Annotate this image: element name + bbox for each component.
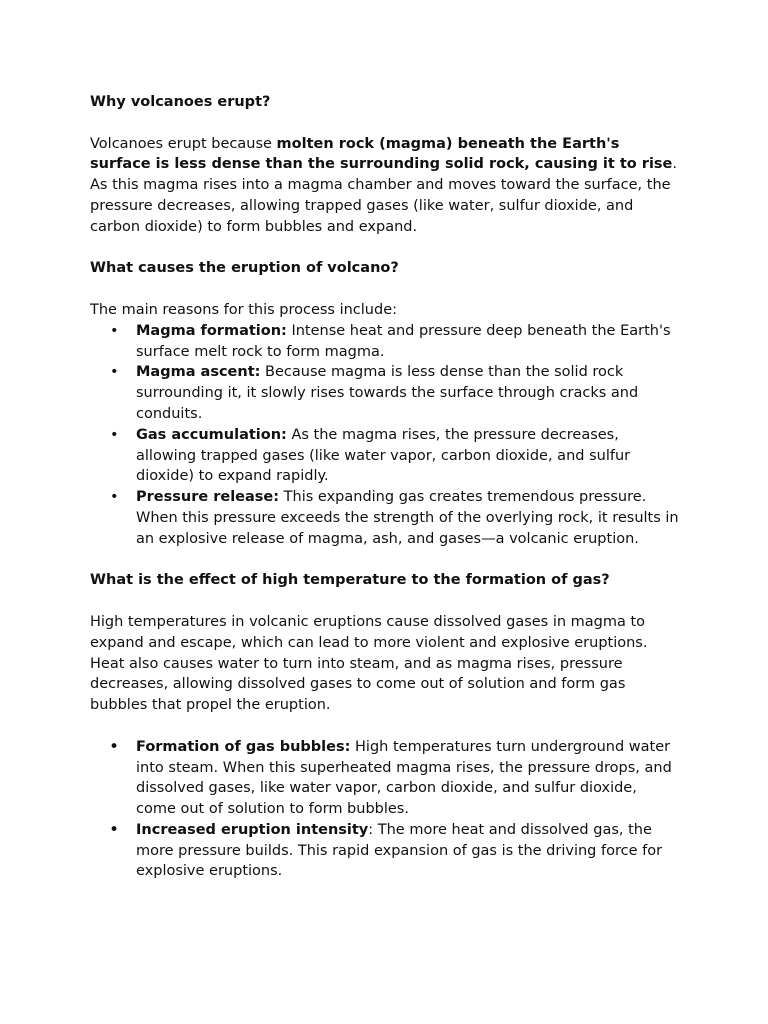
paragraph-temperature: High temperatures in volcanic eruptions cause dissolved gases in magma to expand and escape, which can lead to more violent and explosive eruptions. Heat also causes water to turn into steam, and as magma rises, pressure decreases, allowing dissolved gases to come out of solution and form gas bubbles that propel the eruption. [90,613,648,714]
list-item-text: High temperatures turn underground water into steam. When this superheated magma rises, the pressure drops, and dissolved gases, like water vapor, carbon dioxide, and sulfur dioxide, come out of solution to form bubbles. [136,738,672,818]
spacer [90,716,680,737]
document-page [90,92,680,882]
list-item-term: Magma ascent: [136,364,261,381]
spacer [90,591,680,612]
list-item [90,820,680,882]
bullet-icon: • [110,364,119,381]
section-heading-why-volcanoes-erupt: Why volcanoes erupt? [90,94,271,110]
paragraph-why-erupt [90,134,680,238]
section-heading-temperature-effect: What is the effect of high temperature to the formation of gas? [90,572,610,589]
bullet-icon: • [109,736,120,757]
paragraph-bold-text: molten rock (magma) beneath the Earth's surface is less dense than the surrounding solid rock, causing it to rise [90,135,673,173]
paragraph-text: . As this magma rises into a magma chamber and moves toward the surface, the pressure decreases, allowing trapped gases (like water, sulfur dioxide, and carbon dioxide) to form bubbles and expand. [90,156,678,235]
bullet-icon: • [110,426,119,443]
list-item-term: Gas accumulation: [136,426,287,443]
list-item-text: This expanding gas creates tremendous pressure. When this pressure exceeds the strength of the overlying rock, it results in an explosive release of magma, ash, and gases—a volcanic eruption. [136,489,679,547]
bullet-icon: • [110,489,119,506]
temperature-effects-list [90,737,680,883]
bullet-icon: • [109,819,120,840]
list-item-text: Intense heat and pressure deep beneath the Earth's surface melt rock to form magma. [136,322,671,360]
section-heading-eruption-causes: What causes the eruption of volcano? [90,260,399,277]
bullet-icon: • [110,322,119,339]
paragraph-intro: The main reasons for this process include: [90,301,398,318]
list-item [90,321,680,363]
list-item-term: Increased eruption intensity [136,821,369,838]
list-item-term: Formation of gas bubbles: [136,738,351,755]
list-item [90,425,680,487]
list-item-term: Magma formation: [136,322,287,339]
list-item-text: Because magma is less dense than the solid rock surrounding it, it slowly rises towards the surface through cracks and conduits. [136,364,639,422]
list-item [90,737,680,820]
list-item-term: Pressure release: [136,489,280,506]
spacer [90,279,680,300]
list-item [90,362,680,424]
spacer [90,113,680,134]
spacer [90,238,680,259]
list-item-text: : The more heat and dissolved gas, the more pressure builds. This rapid expansion of gas is the driving force for explosive eruptions. [136,821,663,880]
paragraph-text: Volcanoes erupt because [90,135,277,152]
spacer [90,550,680,571]
list-item [90,487,680,549]
list-item-text: As the magma rises, the pressure decreases, allowing trapped gases (like water vapor, carbon dioxide, and sulfur dioxide) to expand rapidly. [136,426,631,485]
causes-list [90,321,680,550]
